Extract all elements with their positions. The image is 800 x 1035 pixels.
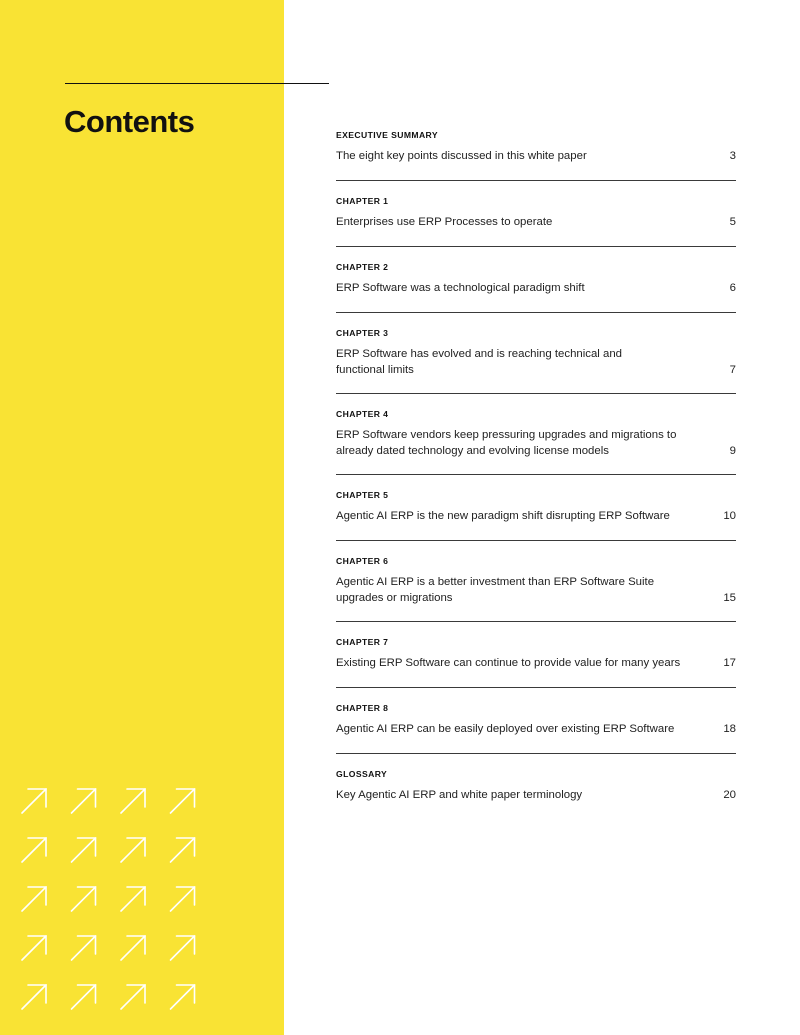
toc-entry-page-number: 20 <box>723 789 736 801</box>
arrow-up-right-icon <box>22 985 46 1009</box>
arrow-up-right-icon <box>72 789 96 813</box>
toc-entry-label: CHAPTER 5 <box>336 490 389 500</box>
divider <box>336 393 736 394</box>
arrow-up-right-icon <box>22 838 46 862</box>
toc-entry-page-number: 17 <box>723 657 736 669</box>
divider <box>336 687 736 688</box>
toc-entry-chapter-1[interactable] <box>336 195 736 261</box>
divider <box>336 753 736 754</box>
arrow-up-right-icon <box>121 838 145 862</box>
toc-entry-title: Key Agentic AI ERP and white paper terminology <box>336 789 583 801</box>
divider <box>336 312 736 313</box>
toc-entry-page-number: 18 <box>723 723 736 735</box>
toc-entry-label: CHAPTER 8 <box>336 703 389 713</box>
toc-entry-label: EXECUTIVE SUMMARY <box>336 130 438 140</box>
toc-entry-title: Agentic AI ERP can be easily deployed over existing ERP Software <box>336 723 675 735</box>
arrow-up-right-icon <box>171 887 195 911</box>
toc-entry-page-number: 10 <box>723 510 736 522</box>
arrow-up-right-icon <box>121 789 145 813</box>
arrow-up-right-icon <box>72 985 96 1009</box>
toc-entry-label: CHAPTER 3 <box>336 328 389 338</box>
arrow-up-right-icon <box>171 838 195 862</box>
toc-entry-title: ERP Software has evolved and is reaching technical and functional limits <box>336 348 622 376</box>
divider <box>336 474 736 475</box>
toc-entry-chapter-6[interactable] <box>336 555 736 636</box>
divider <box>336 180 736 181</box>
toc-entry-page-number: 15 <box>723 592 736 604</box>
divider <box>336 621 736 622</box>
toc-entry-title: Agentic AI ERP is a better investment than ERP Software Suite upgrades or migrations <box>336 576 655 604</box>
arrow-up-right-icon <box>171 936 195 960</box>
divider <box>336 246 736 247</box>
toc-entry-chapter-4[interactable] <box>336 408 736 489</box>
arrow-up-right-icon <box>171 789 195 813</box>
arrow-up-right-icon <box>72 887 96 911</box>
divider <box>336 540 736 541</box>
arrow-up-right-icon <box>22 789 46 813</box>
toc-entry-page-number: 9 <box>729 445 736 457</box>
toc-entry-title: Existing ERP Software can continue to provide value for many years <box>336 657 681 669</box>
toc-entry-title: ERP Software vendors keep pressuring upgrades and migrations to already dated technology and evolving license models <box>336 429 677 457</box>
toc-entry-title: Agentic AI ERP is the new paradigm shift disrupting ERP Software <box>336 510 670 522</box>
arrow-up-right-icon <box>22 887 46 911</box>
toc-entry-title: The eight key points discussed in this white paper <box>336 150 587 162</box>
arrow-up-right-icon <box>22 936 46 960</box>
toc-entry-page-number: 5 <box>729 216 736 228</box>
arrow-up-right-icon <box>121 936 145 960</box>
arrow-pattern <box>21 788 221 1028</box>
page-title: Contents <box>64 104 195 139</box>
toc-entry-page-number: 3 <box>729 150 736 162</box>
toc-entry-chapter-7[interactable] <box>336 636 736 702</box>
toc-entry-chapter-3[interactable] <box>336 327 736 408</box>
toc-entry-label: CHAPTER 4 <box>336 409 389 419</box>
arrow-up-right-icon <box>171 985 195 1009</box>
toc-entry-label: CHAPTER 1 <box>336 196 389 206</box>
toc-entry-title: ERP Software was a technological paradigm shift <box>336 282 585 294</box>
toc-entry-label: CHAPTER 2 <box>336 262 389 272</box>
arrow-up-right-icon <box>121 985 145 1009</box>
arrow-up-right-icon <box>72 936 96 960</box>
toc-entry-label: GLOSSARY <box>336 769 388 779</box>
table-of-contents <box>336 129 736 834</box>
arrow-up-right-icon <box>121 887 145 911</box>
toc-entry-label: CHAPTER 7 <box>336 637 389 647</box>
toc-entry-chapter-8[interactable] <box>336 702 736 768</box>
arrow-up-right-icon <box>72 838 96 862</box>
toc-entry-title: Enterprises use ERP Processes to operate <box>336 216 553 228</box>
toc-entry-executive-summary[interactable] <box>336 129 736 195</box>
top-divider <box>65 83 329 84</box>
toc-entry-page-number: 6 <box>729 282 736 294</box>
toc-entry-chapter-5[interactable] <box>336 489 736 555</box>
toc-entry-label: CHAPTER 6 <box>336 556 389 566</box>
toc-entry-glossary[interactable] <box>336 768 736 834</box>
toc-entry-page-number: 7 <box>729 364 736 376</box>
toc-entry-chapter-2[interactable] <box>336 261 736 327</box>
